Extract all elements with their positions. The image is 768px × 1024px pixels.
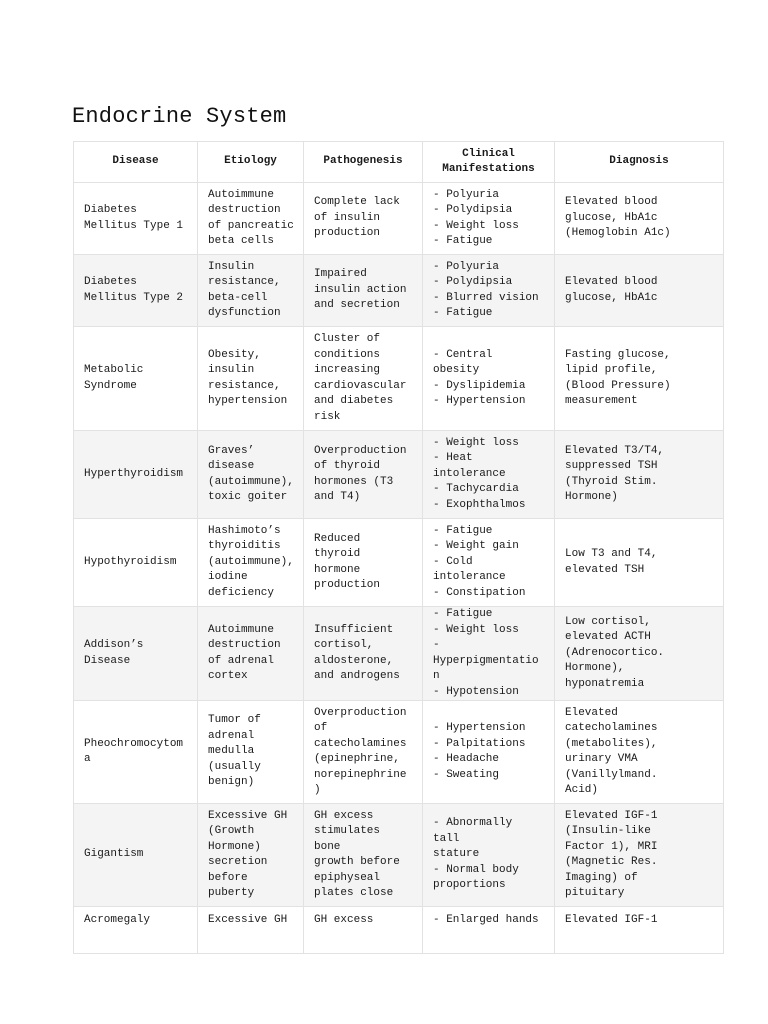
table-row [74,327,724,431]
table-row [74,431,724,519]
cell-diagnosis: Elevated IGF-1 (Insulin-like Factor 1), MRI (Magnetic Res. Imaging) of pituitary [555,804,724,907]
cell-clinical: - Abnormally tall stature - Normal body proportions [423,804,555,907]
cell-pathogenesis: Insufficient cortisol, aldosterone, and androgens [304,607,423,701]
cell-disease: Diabetes Mellitus Type 1 [74,183,198,255]
cell-pathogenesis: Reduced thyroid hormone production [304,519,423,607]
cell-clinical: - Weight loss - Heat intolerance - Tachycardia - Exophthalmos [423,431,555,519]
header-pathogenesis: Pathogenesis [304,142,423,183]
cell-diagnosis: Elevated IGF-1 [555,907,724,954]
cell-clinical: - Polyuria - Polydipsia - Blurred vision - Fatigue [423,255,555,327]
header-diagnosis: Diagnosis [555,142,724,183]
cell-disease: Metabolic Syndrome [74,327,198,431]
header-row [74,142,724,183]
cell-etiology: Insulin resistance, beta-cell dysfunction [198,255,304,327]
cell-pathogenesis: Impaired insulin action and secretion [304,255,423,327]
table-row [74,907,724,954]
cell-disease: Diabetes Mellitus Type 2 [74,255,198,327]
cell-disease: Gigantism [74,804,198,907]
cell-etiology: Excessive GH [198,907,304,954]
cell-clinical: - Hypertension - Palpitations - Headache - Sweating [423,701,555,804]
table-row [74,519,724,607]
cell-diagnosis: Elevated T3/T4, suppressed TSH (Thyroid Stim. Hormone) [555,431,724,519]
cell-pathogenesis: GH excess stimulates bone growth before epiphyseal plates close [304,804,423,907]
cell-pathogenesis: GH excess [304,907,423,954]
cell-diagnosis: Elevated blood glucose, HbA1c (Hemoglobin A1c) [555,183,724,255]
cell-diagnosis: Low T3 and T4, elevated TSH [555,519,724,607]
cell-clinical: - Enlarged hands [423,907,555,954]
cell-etiology: Excessive GH (Growth Hormone) secretion before puberty [198,804,304,907]
cell-clinical: - Fatigue - Weight loss - Hyperpigmentation - Hypotension [423,607,555,701]
header-clinical-manifestations: Clinical Manifestations [423,142,555,183]
cell-diagnosis: Low cortisol, elevated ACTH (Adrenocortico. Hormone), hyponatremia [555,607,724,701]
cell-pathogenesis: Complete lack of insulin production [304,183,423,255]
cell-clinical: - Fatigue - Weight gain - Cold intolerance - Constipation [423,519,555,607]
cell-disease: Acromegaly [74,907,198,954]
cell-disease: Addison’s Disease [74,607,198,701]
cell-etiology: Obesity, insulin resistance, hypertension [198,327,304,431]
cell-disease: Hyperthyroidism [74,431,198,519]
cell-diagnosis: Elevated blood glucose, HbA1c [555,255,724,327]
table-row [74,701,724,804]
table-row [74,255,724,327]
endocrine-table [73,141,724,954]
table-row [74,804,724,907]
header-etiology: Etiology [198,142,304,183]
page-title: Endocrine System [72,104,287,129]
cell-diagnosis: Fasting glucose, lipid profile, (Blood Pressure) measurement [555,327,724,431]
cell-pathogenesis: Overproduction of thyroid hormones (T3 and T4) [304,431,423,519]
table-row [74,183,724,255]
cell-disease: Pheochromocytoma [74,701,198,804]
table-container [73,141,671,926]
cell-etiology: Graves’ disease (autoimmune), toxic goiter [198,431,304,519]
cell-clinical: - Polyuria - Polydipsia - Weight loss - Fatigue [423,183,555,255]
cell-diagnosis: Elevated catecholamines (metabolites), urinary VMA (Vanillylmand. Acid) [555,701,724,804]
cell-etiology: Autoimmune destruction of pancreatic beta cells [198,183,304,255]
cell-pathogenesis: Cluster of conditions increasing cardiovascular and diabetes risk [304,327,423,431]
table-row [74,607,724,701]
cell-clinical: - Central obesity - Dyslipidemia - Hypertension [423,327,555,431]
cell-etiology: Hashimoto’s thyroiditis (autoimmune), iodine deficiency [198,519,304,607]
cell-pathogenesis: Overproduction of catecholamines (epinephrine, norepinephrine) [304,701,423,804]
cell-etiology: Tumor of adrenal medulla (usually benign) [198,701,304,804]
cell-etiology: Autoimmune destruction of adrenal cortex [198,607,304,701]
header-disease: Disease [74,142,198,183]
cell-disease: Hypothyroidism [74,519,198,607]
